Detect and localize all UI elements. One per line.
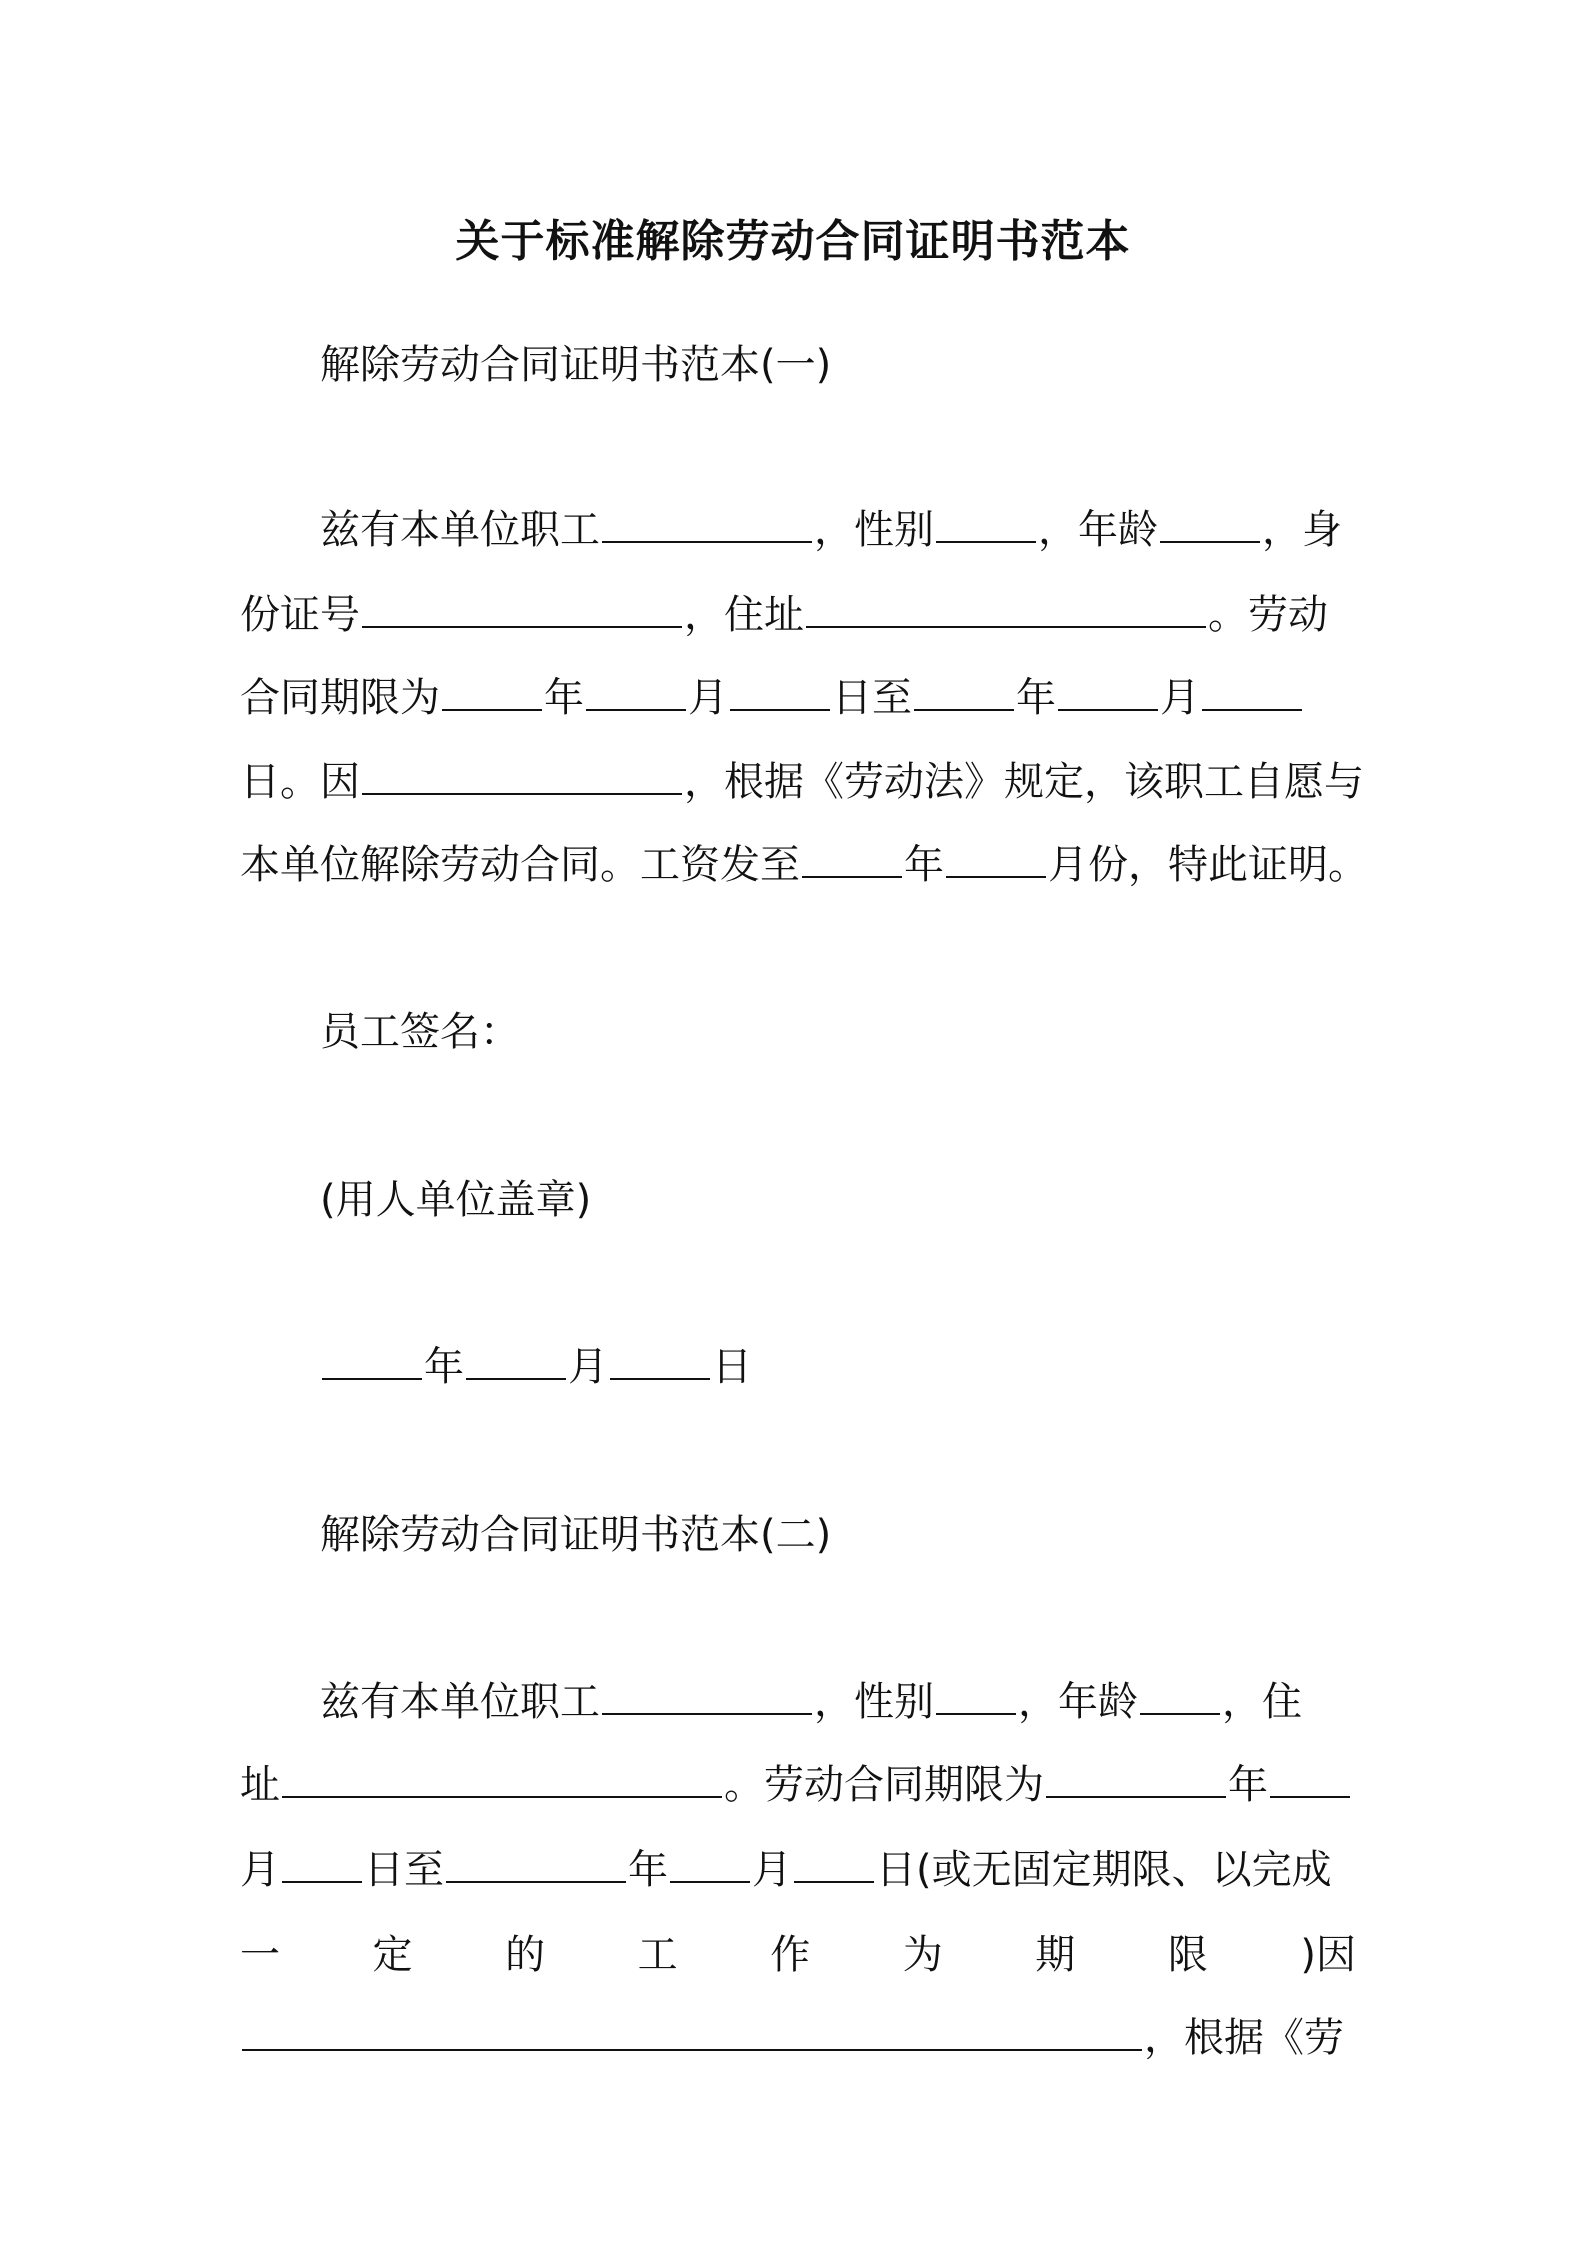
sign-day-blank[interactable] <box>610 1370 710 1380</box>
start-month-blank-2[interactable] <box>1270 1788 1350 1798</box>
section2-heading: 解除劳动合同证明书范本(二) <box>320 1512 832 1558</box>
end-month-blank[interactable] <box>1058 701 1158 711</box>
document-title: 关于标准解除劳动合同证明书范本 <box>455 216 1131 267</box>
section2-line1: 兹有本单位职工 ，性别 ，年龄 ，住 <box>320 1679 1302 1725</box>
spread-char: 期 <box>1035 1932 1076 1978</box>
spread-char: 作 <box>770 1932 811 1978</box>
section1-line2: 份证号 ，住址 。劳动 <box>240 592 1328 638</box>
age-blank-2[interactable] <box>1140 1705 1220 1715</box>
spread-char: 限 <box>1167 1932 1208 1978</box>
address-blank-2[interactable] <box>282 1788 722 1798</box>
age-blank[interactable] <box>1160 533 1260 543</box>
address-blank[interactable] <box>806 618 1206 628</box>
start-year-blank[interactable] <box>442 701 542 711</box>
spread-char: 定 <box>372 1932 413 1978</box>
section1-line4: 日。因 ，根据《劳动法》规定，该职工自愿与 <box>240 759 1364 805</box>
spread-char: 的 <box>505 1932 546 1978</box>
start-year-blank-2[interactable] <box>1046 1788 1226 1798</box>
employee-signature-label: 员工签名： <box>320 1009 520 1055</box>
gender-blank-2[interactable] <box>936 1705 1016 1715</box>
section1-line5: 本单位解除劳动合同。工资发至 年 月份，特此证明。 <box>240 842 1368 888</box>
end-year-blank[interactable] <box>914 701 1014 711</box>
section2-line3: 月 日至 年 月 日(或无固定期限、以完成 <box>240 1847 1332 1893</box>
spread-char: 为 <box>902 1932 943 1978</box>
start-day-blank[interactable] <box>730 701 830 711</box>
section2-line4 <box>240 1925 1356 1985</box>
spread-char: 工 <box>637 1932 678 1978</box>
section1-line3: 合同期限为 年 月 日至 年 月 <box>240 668 1356 728</box>
spread-char: )因 <box>1300 1932 1356 1978</box>
seal-label: (用人单位盖章) <box>320 1177 592 1223</box>
reason-blank-2[interactable] <box>242 2041 1142 2051</box>
start-month-blank[interactable] <box>586 701 686 711</box>
section1-line1: 兹有本单位职工 ，性别 ，年龄 ，身 <box>320 507 1342 553</box>
end-day-blank[interactable] <box>1202 701 1302 711</box>
wage-month-blank[interactable] <box>946 868 1046 878</box>
section1-heading: 解除劳动合同证明书范本(一) <box>320 342 832 388</box>
reason-blank[interactable] <box>362 785 682 795</box>
end-day-blank-2[interactable] <box>794 1873 874 1883</box>
wage-year-blank[interactable] <box>802 868 902 878</box>
section2-line2: 址 。劳动合同期限为 年 <box>240 1755 1356 1815</box>
end-year-blank-2[interactable] <box>446 1873 626 1883</box>
start-day-blank-2[interactable] <box>282 1873 362 1883</box>
id-number-blank[interactable] <box>362 618 682 628</box>
section1-date-line: 年 月 日 <box>320 1337 1356 1397</box>
gender-blank[interactable] <box>936 533 1036 543</box>
section2-line5: ，根据《劳 <box>240 2008 1356 2068</box>
end-month-blank-2[interactable] <box>670 1873 750 1883</box>
spread-char: 一 <box>240 1932 280 1978</box>
sign-month-blank[interactable] <box>466 1370 566 1380</box>
name-blank[interactable] <box>602 533 812 543</box>
name-blank-2[interactable] <box>602 1705 812 1715</box>
sign-year-blank[interactable] <box>322 1370 422 1380</box>
